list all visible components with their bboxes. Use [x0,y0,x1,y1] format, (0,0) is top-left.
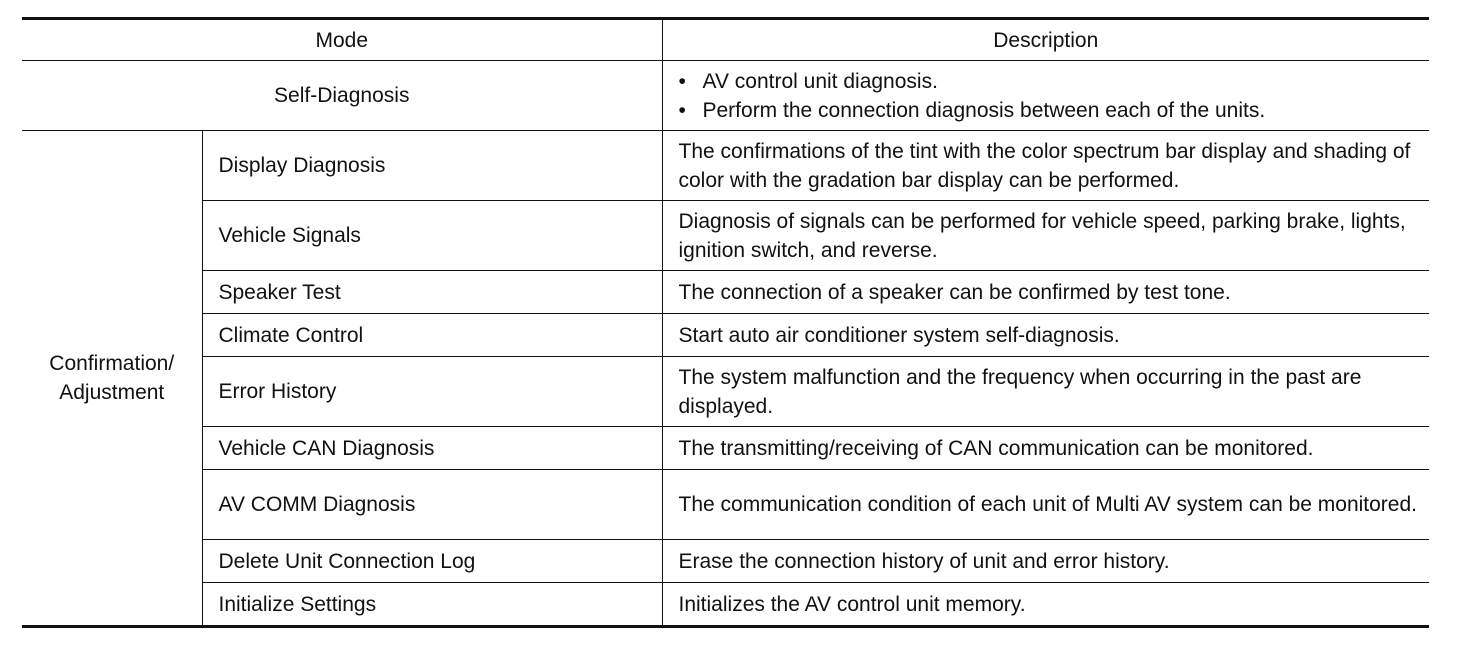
description-cell: The connection of a speaker can be confirmed by test tone. [662,271,1429,314]
table-row [22,427,1429,470]
table-row [22,540,1429,583]
description-cell: The transmitting/receiving of CAN communication can be monitored. [662,427,1429,470]
mode-cell: Initialize Settings [202,583,662,627]
mode-cell: Climate Control [202,314,662,357]
table-row [22,314,1429,357]
header-mode: Mode [22,19,662,61]
table-row [22,131,1429,201]
description-cell: Diagnosis of signals can be performed for vehicle speed, parking brake, lights, ignition switch, and reverse. [662,201,1429,271]
description-cell [662,61,1429,131]
header-description: Description [662,19,1429,61]
description-cell: Erase the connection history of unit and error history. [662,540,1429,583]
table-row [22,61,1429,131]
table-row [22,201,1429,271]
table-row [22,470,1429,540]
mode-cell: Vehicle CAN Diagnosis [202,427,662,470]
bullet-item: • Perform the connection diagnosis between each of the units. [679,96,1420,125]
description-cell: Initializes the AV control unit memory. [662,583,1429,627]
group-label-cell: Confirmation/ Adjustment [22,131,202,627]
description-cell: The confirmations of the tint with the color spectrum bar display and shading of color with the gradation bar display can be performed. [662,131,1429,201]
bullet-list [679,67,1420,125]
table-row [22,357,1429,427]
description-cell: The system malfunction and the frequency when occurring in the past are displayed. [662,357,1429,427]
mode-cell: AV COMM Diagnosis [202,470,662,540]
table-row [22,271,1429,314]
bullet-item: • AV control unit diagnosis. [679,67,1420,96]
mode-cell: Speaker Test [202,271,662,314]
mode-cell: Self-Diagnosis [22,61,662,131]
mode-description-table-container [22,17,1429,628]
description-cell: Start auto air conditioner system self-diagnosis. [662,314,1429,357]
mode-cell: Delete Unit Connection Log [202,540,662,583]
mode-cell: Display Diagnosis [202,131,662,201]
mode-cell: Vehicle Signals [202,201,662,271]
description-cell: The communication condition of each unit of Multi AV system can be monitored. [662,470,1429,540]
table-row [22,583,1429,627]
mode-description-table [22,17,1429,628]
header-row [22,19,1429,61]
mode-cell: Error History [202,357,662,427]
